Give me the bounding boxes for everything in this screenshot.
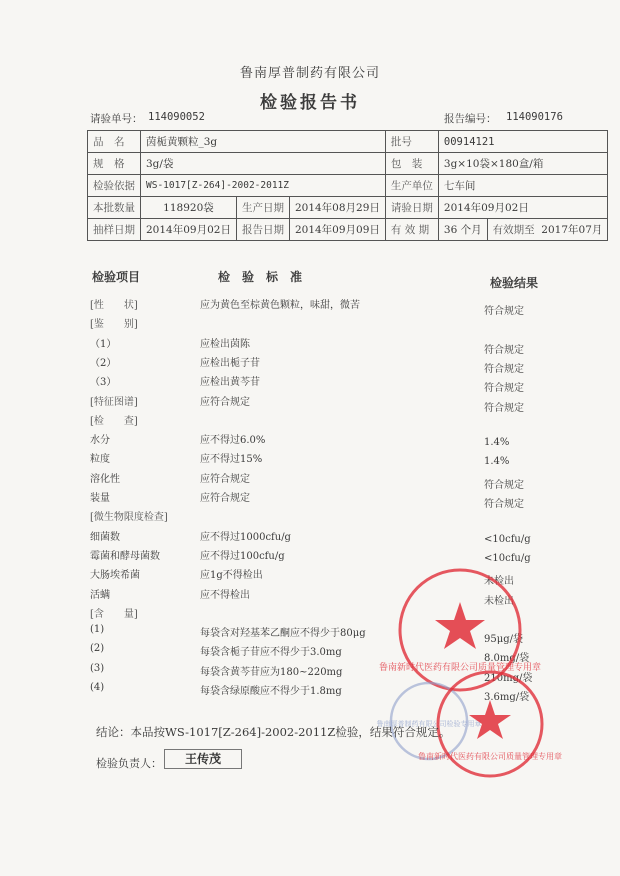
conclusion: 结论：本品按WS-1017[Z-264]-2002-2011Z检验，结果符合规定。 — [96, 725, 451, 739]
pack-value: 3g×10袋×180盒/箱 — [438, 153, 607, 175]
expire-cell — [487, 219, 608, 241]
expire-value: 2017年07月 — [541, 224, 603, 236]
row-standard: 应符合规定 — [200, 474, 250, 485]
row-standard: 每袋含对羟基苯乙酮应不得少于80μg — [200, 628, 366, 639]
row-standard: 应不得检出 — [200, 590, 250, 601]
spec-value: 3g/袋 — [141, 153, 386, 175]
row-result: <10cfu/g — [484, 534, 531, 545]
request-no: 114090052 — [148, 111, 205, 123]
row-item-name: [特征图谱] — [90, 397, 138, 408]
row-standard: 应检出栀子苷 — [200, 358, 260, 369]
expire-label: 有效期至 — [492, 224, 535, 236]
seal-text: 鲁南厚普制药有限公司检验专用章 — [376, 720, 482, 728]
unit-value: 七车间 — [438, 175, 607, 197]
row-standard: 每袋含绿原酸应不得少于1.8mg — [200, 686, 342, 697]
row-item-name: （3） — [90, 377, 117, 388]
sample-date-label: 抽样日期 — [88, 219, 141, 241]
row-item-name: 活螨 — [90, 590, 110, 601]
unit-label: 生产单位 — [385, 175, 438, 197]
company-name: 鲁南厚普制药有限公司 — [239, 66, 380, 81]
inspector-signature: 王传茂 — [164, 749, 242, 769]
row-standard: 应不得过15% — [200, 454, 263, 465]
row-item-name: 溶化性 — [90, 474, 120, 485]
inspector-label: 检验负责人： — [96, 757, 162, 770]
row-result: 3.6mg/袋 — [484, 692, 530, 703]
row-result: 未检出 — [484, 596, 514, 607]
row-item-name: （1） — [90, 339, 117, 350]
row-item-name: [含 量] — [90, 609, 138, 620]
spec-label: 规 格 — [88, 153, 141, 175]
req-date: 2014年09月02日 — [438, 197, 607, 219]
batch-number: 00914121 — [438, 131, 607, 153]
row-item-name: [性 状] — [90, 300, 138, 311]
row-result: 8.0mg/袋 — [484, 653, 530, 664]
info-row — [88, 175, 608, 197]
row-item-name: [微生物限度检查] — [90, 512, 168, 523]
row-standard: 应不得过6.0% — [200, 435, 266, 446]
row-standard: 应符合规定 — [200, 493, 250, 504]
row-result: 95μg/袋 — [484, 634, 523, 645]
seal-text: 鲁南新时代医药有限公司质量管理专用章 — [418, 752, 562, 761]
row-result: 符合规定 — [484, 345, 524, 356]
row-item-name: [鉴 别] — [90, 319, 138, 330]
row-result: 符合规定 — [484, 306, 524, 317]
row-standard: 应检出黄芩苷 — [200, 377, 260, 388]
basis-label: 检验依据 — [88, 175, 141, 197]
row-item-name: （2） — [90, 358, 117, 369]
row-result: 符合规定 — [484, 480, 524, 491]
row-result: 符合规定 — [484, 364, 524, 375]
row-item-name: 霉菌和酵母菌数 — [90, 551, 160, 562]
row-item-name: [检 查] — [90, 416, 138, 427]
report-no-label: 报告编号： — [444, 113, 497, 125]
document-title: 检验报告书 — [260, 93, 360, 113]
pack-label: 包 装 — [385, 153, 438, 175]
valid-value: 36 个月 — [438, 219, 487, 241]
prod-date-label: 生产日期 — [236, 197, 289, 219]
report-date: 2014年09月09日 — [289, 219, 385, 241]
qty-value: 118920袋 — [141, 197, 237, 219]
row-standard: 应检出茵陈 — [200, 339, 250, 350]
row-result: 1.4% — [484, 437, 510, 448]
batch-label: 批号 — [385, 131, 438, 153]
info-row — [88, 197, 608, 219]
row-result: 1.4% — [484, 456, 510, 467]
qty-label: 本批数量 — [88, 197, 141, 219]
info-row — [88, 131, 608, 153]
row-standard: 应符合规定 — [200, 397, 250, 408]
report-date-label: 报告日期 — [236, 219, 289, 241]
seal-star-icon — [435, 602, 485, 649]
row-result: 符合规定 — [484, 383, 524, 394]
row-item-name: 水分 — [90, 435, 110, 446]
row-item-name: 粒度 — [90, 454, 110, 465]
row-standard: 应1g不得检出 — [200, 570, 263, 581]
row-item-name: 装量 — [90, 493, 110, 504]
row-item-name: (3) — [90, 663, 105, 674]
row-standard: 应为黄色至棕黄色颗粒，味甜，微苦 — [200, 300, 360, 311]
row-item-name: (2) — [90, 643, 105, 654]
req-date-label: 请验日期 — [385, 197, 438, 219]
row-item-name: 大肠埃希菌 — [90, 570, 140, 581]
seal-star-icon — [469, 700, 511, 739]
info-table — [87, 130, 608, 241]
row-standard: 应不得过1000cfu/g — [200, 532, 291, 543]
row-item-name: 细菌数 — [90, 532, 120, 543]
row-item-name: (1) — [90, 624, 105, 635]
row-item-name: (4) — [90, 682, 105, 693]
basis-value: WS-1017[Z-264]-2002-2011Z — [141, 175, 386, 197]
item-heading: 检验项目 — [92, 270, 141, 284]
product-label: 品 名 — [88, 131, 141, 153]
report-no: 114090176 — [506, 111, 563, 123]
row-standard: 每袋含栀子苷应不得少于3.0mg — [200, 647, 342, 658]
seal-text: 鲁南新时代医药有限公司质量管理专用章 — [378, 663, 542, 673]
standard-heading: 检 验 标 准 — [218, 270, 303, 284]
info-row — [88, 153, 608, 175]
row-result: 符合规定 — [484, 499, 524, 510]
row-standard: 应不得过100cfu/g — [200, 551, 285, 562]
prod-date: 2014年08月29日 — [289, 197, 385, 219]
row-result: 符合规定 — [484, 403, 524, 414]
result-heading: 检验结果 — [490, 276, 539, 290]
row-result: 未检出 — [484, 576, 514, 587]
valid-label: 有 效 期 — [385, 219, 438, 241]
row-result: 210mg/袋 — [484, 673, 533, 684]
row-result: <10cfu/g — [484, 553, 531, 564]
row-standard: 每袋含黄芩苷应为180~220mg — [200, 667, 343, 678]
info-row — [88, 219, 608, 241]
request-no-label: 请验单号： — [90, 113, 143, 125]
product-name: 茵栀黄颗粒_3g — [141, 131, 386, 153]
sample-date: 2014年09月02日 — [141, 219, 237, 241]
